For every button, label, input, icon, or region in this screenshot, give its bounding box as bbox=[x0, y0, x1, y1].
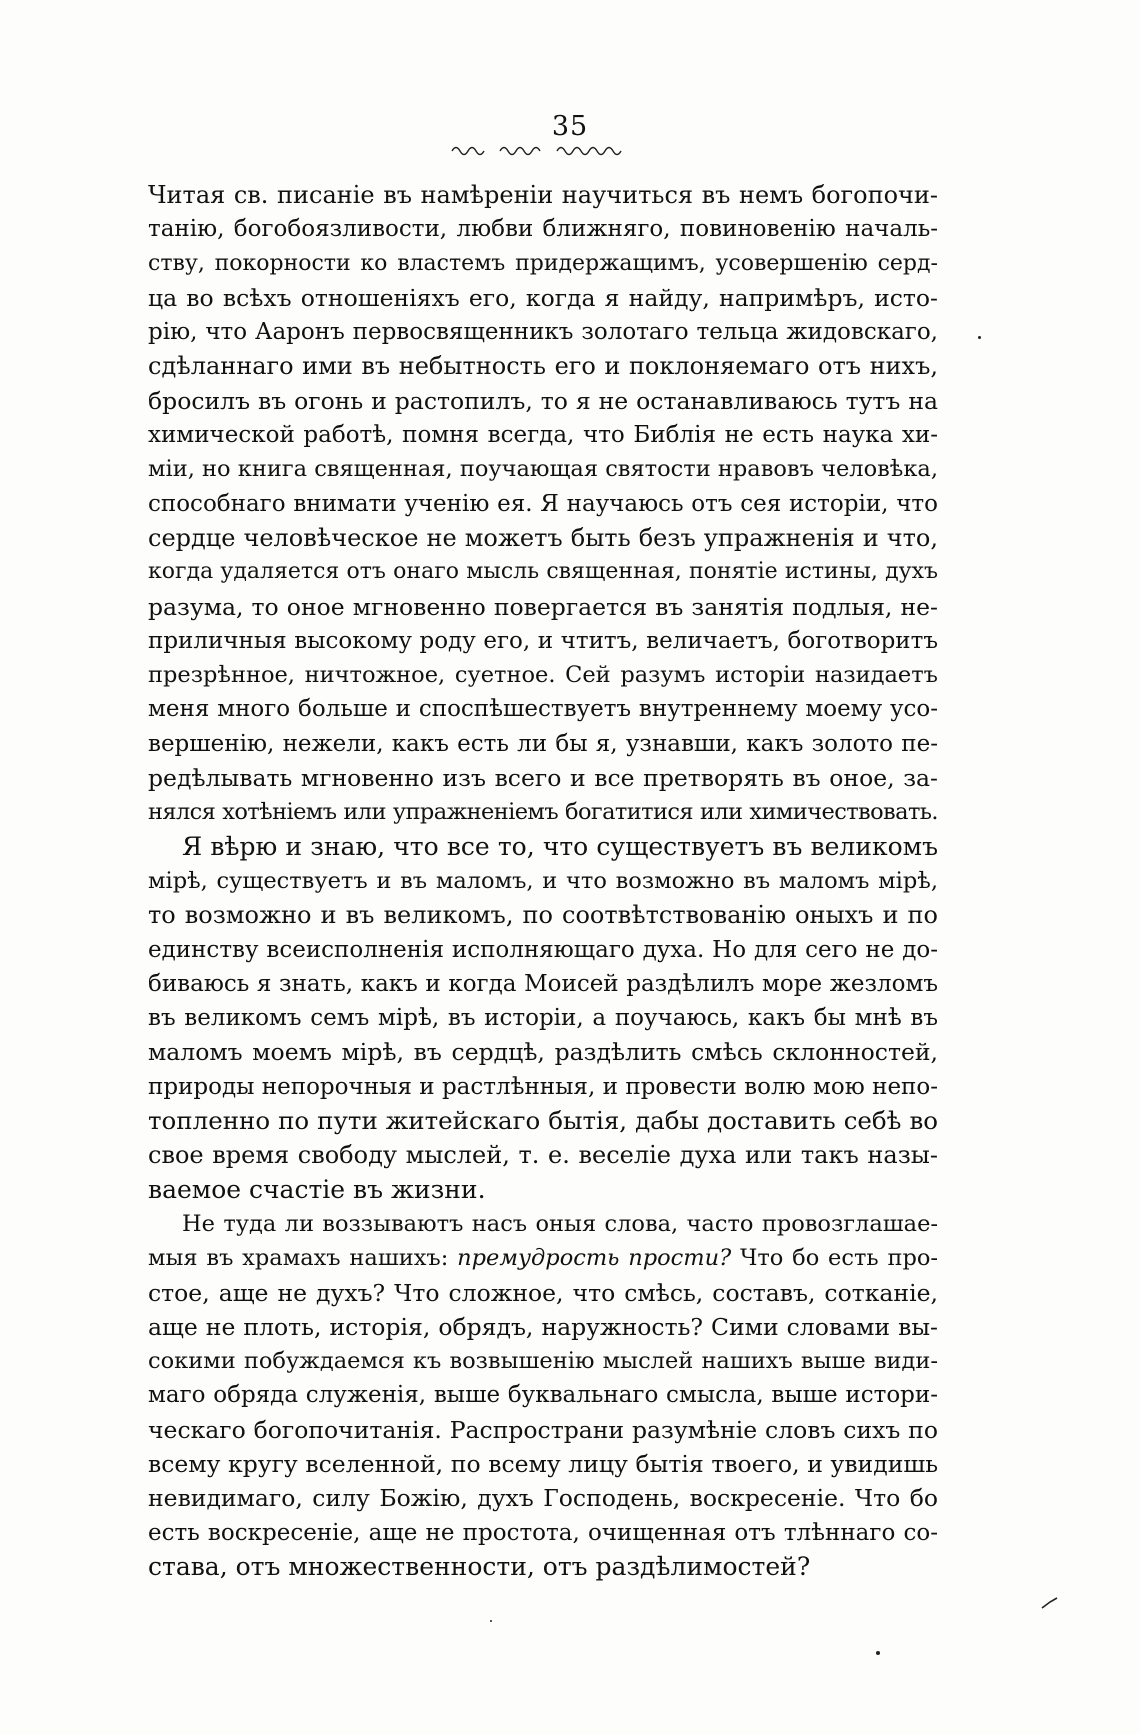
text-line: то возможно и въ великомъ, по соотвѣтствованію оныхъ и по bbox=[148, 901, 938, 930]
text-line: ству, покорности ко властемъ придержащимъ, усовершенію серд- bbox=[148, 250, 938, 276]
text-line: ческаго богопочитанія. Распространи разумѣніе словъ сихъ по bbox=[148, 1415, 938, 1444]
text-line: нялся хотѣніемъ или упражненіемъ богатитися или химичествовать. bbox=[148, 799, 938, 826]
text-line: всему кругу вселенной, по всему лицу бытія твоего, и увидишь bbox=[148, 1449, 938, 1478]
text-line: разума, то оное мгновенно повергается въ занятія подлыя, не- bbox=[148, 592, 938, 621]
text-line: топленно по пути житейскаго бытія, дабы доставить себѣ во bbox=[148, 1106, 938, 1136]
text-line: маго обряда служенія, выше буквальнаго смысла, выше истори- bbox=[148, 1382, 938, 1409]
text-line: рію, что Ааронъ первосвященникъ золотаго тельца жидовскаго, bbox=[148, 319, 938, 346]
text-line: когда удаляется отъ онаго мысль священная, понятіе истины, духъ bbox=[148, 559, 938, 585]
scan-speck bbox=[490, 1620, 492, 1622]
scan-speck bbox=[876, 1651, 880, 1655]
page-number: 35 bbox=[551, 111, 589, 142]
text-line: въ великомъ семъ мірѣ, въ исторіи, а поучаюсь, какъ бы мнѣ въ bbox=[148, 1005, 938, 1032]
paragraph-1 bbox=[148, 178, 938, 830]
paragraph-2 bbox=[148, 830, 938, 1207]
text-line: презрѣнное, ничтожное, суетное. Сей разумъ исторіи назидаетъ bbox=[148, 662, 938, 689]
text-line: аще не плоть, исторія, обрядъ, наружность? Сими словами вы- bbox=[148, 1312, 938, 1341]
text-line: приличныя высокому роду его, и чтитъ, величаетъ, боготворитъ bbox=[148, 627, 938, 654]
text-line: мірѣ, существуетъ и въ маломъ, и что возможно въ маломъ мірѣ, bbox=[148, 867, 938, 894]
text-line: химической работѣ, помня всегда, что Библія не есть наука хи- bbox=[148, 422, 938, 449]
scan-speck bbox=[978, 336, 981, 339]
text-line: единству всеисполненія исполняющаго духа. Но для сего не до- bbox=[148, 936, 938, 963]
body-text bbox=[148, 178, 938, 1584]
text-line: есть воскресеніе, аще не простота, очищенная отъ тлѣннаго со- bbox=[148, 1519, 938, 1546]
text-line: способнаго внимати ученію ея. Я научаюсь отъ сея исторіи, что bbox=[148, 490, 938, 517]
text-line: биваюсь я знать, какъ и когда Моисей раздѣлилъ море жезломъ bbox=[148, 970, 938, 997]
text-line: сердце человѣческое не можетъ быть безъ упражненія и что, bbox=[148, 523, 938, 552]
text-line: вершенію, нежели, какъ есть ли бы я, узнавши, какъ золото пе- bbox=[148, 730, 938, 757]
text-line: меня много больше и споспѣшествуетъ внутреннему моему усо- bbox=[148, 696, 938, 723]
text-line: невидимаго, силу Божію, духъ Господень, воскресеніе. Что бо bbox=[148, 1484, 938, 1513]
text-line: маломъ моемъ мірѣ, въ сердцѣ, раздѣлить смѣсь склонностей, bbox=[148, 1038, 938, 1067]
text-line: Я вѣрю и знаю, что все то, что существуетъ въ великомъ bbox=[182, 831, 938, 861]
text-line: Читая св. писаніе въ намѣреніи научиться въ немъ богопочи- bbox=[148, 181, 938, 209]
scan-mark bbox=[1040, 1596, 1060, 1610]
italic-phrase: премудрость прости? bbox=[457, 1245, 732, 1272]
page-header bbox=[0, 112, 1140, 142]
text-line: мыя въ храмахъ нашихъ: премудрость прости? Что бо есть про- bbox=[148, 1245, 939, 1272]
text-line: свое время свободу мыслей, т. е. веселіе духа или такъ назы- bbox=[148, 1141, 938, 1170]
ornament-right bbox=[555, 142, 645, 156]
text-line: ваемое счастіе въ жизни. bbox=[148, 1174, 486, 1204]
ornament-left bbox=[450, 142, 545, 156]
text-line: сокими побуждаемся къ возвышенію мыслей нашихъ выше види- bbox=[148, 1348, 938, 1375]
text-line: сдѣланнаго ими въ небытность его и поклоняемаго отъ нихъ, bbox=[148, 352, 938, 381]
text-line: редѣлывать мгновенно изъ всего и все претворять въ оное, за- bbox=[148, 764, 938, 793]
text-line: міи, но книга священная, поучающая святости нравовъ человѣка, bbox=[148, 456, 938, 483]
text-line: стое, аще не духъ? Что сложное, что смѣсь, составъ, сотканіе, bbox=[148, 1278, 938, 1307]
text-line: бросилъ въ огонь и растопилъ, то я не останавливаюсь тутъ на bbox=[148, 386, 938, 415]
paragraph-3 bbox=[148, 1207, 938, 1584]
text-line: става, отъ множественности, отъ раздѣлимостей? bbox=[148, 1551, 811, 1581]
header-ornament bbox=[0, 142, 1140, 158]
text-line: ца во всѣхъ отношеніяхъ его, когда я найду, напримѣръ, исто- bbox=[148, 283, 938, 312]
text-line: природы непорочныя и растлѣнныя, и провести волю мою непо- bbox=[148, 1073, 938, 1100]
text-line: Не туда ли воззываютъ насъ оныя слова, часто провозглашае- bbox=[182, 1210, 938, 1237]
text-line: танію, богобоязливости, любви ближняго, повиновенію началь- bbox=[148, 216, 938, 243]
